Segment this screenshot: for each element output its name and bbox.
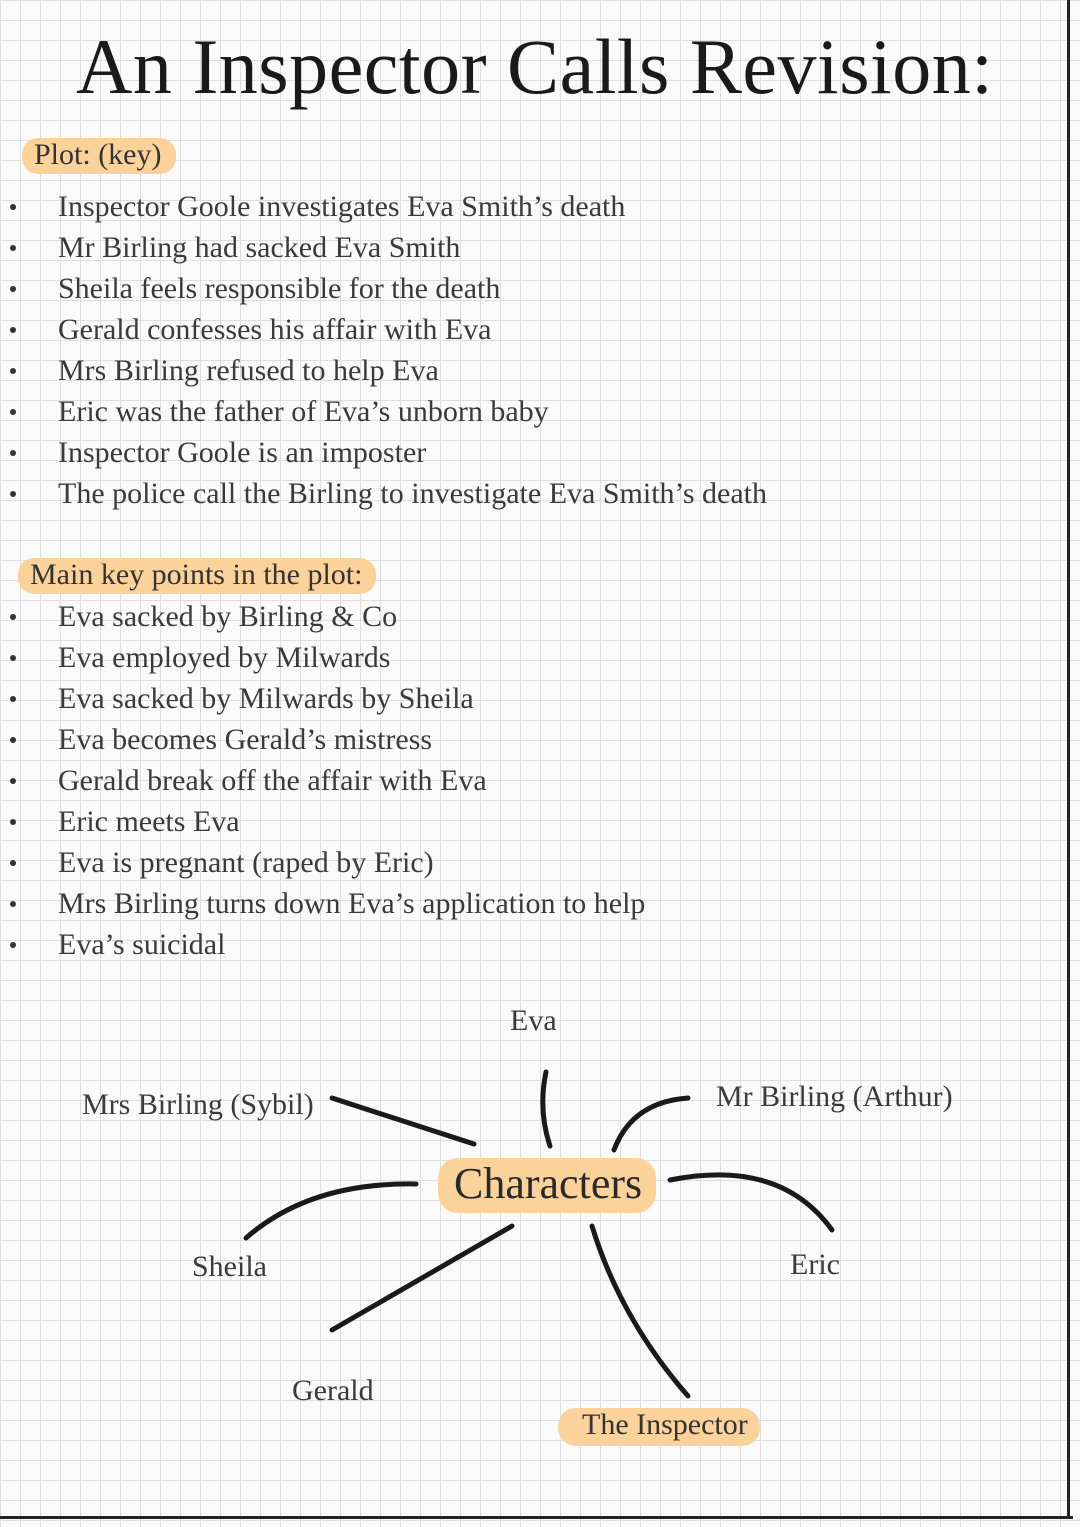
character-mrs-birling: Mrs Birling (Sybil) — [82, 1088, 314, 1121]
bullet-icon — [10, 778, 16, 784]
character-eric: Eric — [790, 1248, 840, 1281]
list-item-text: Eric meets Eva — [58, 805, 240, 838]
bullet-icon — [10, 450, 16, 456]
mindmap-center: Characters — [438, 1158, 656, 1213]
character-gerald: Gerald — [292, 1374, 374, 1407]
list-item-text: Eva employed by Milwards — [58, 641, 391, 674]
bullet-icon — [10, 901, 16, 907]
bullet-icon — [10, 327, 16, 333]
list-item-text: Inspector Goole investigates Eva Smith’s death — [58, 190, 626, 223]
bullet-icon — [10, 409, 16, 415]
list-item-text: Eva sacked by Birling & Co — [58, 600, 398, 633]
connector-mrs-birling — [332, 1098, 474, 1144]
connector-inspector — [592, 1226, 688, 1396]
bullet-icon — [10, 491, 16, 497]
list-item-text: Eric was the father of Eva’s unborn baby — [58, 395, 549, 428]
main-points-heading: Main key points in the plot: — [18, 558, 376, 594]
list-item-text: Mrs Birling refused to help Eva — [58, 354, 439, 387]
bullet-icon — [10, 204, 16, 210]
bullet-icon — [10, 696, 16, 702]
bullet-icon — [10, 614, 16, 620]
page-title: An Inspector Calls Revision: — [76, 23, 994, 110]
connector-gerald — [332, 1226, 512, 1330]
list-item-text: Inspector Goole is an imposter — [58, 436, 427, 469]
list-item-text: Gerald confesses his affair with Eva — [58, 313, 492, 346]
connector-sheila — [246, 1184, 416, 1238]
bullet-icon — [10, 286, 16, 292]
bullet-icon — [10, 655, 16, 661]
page-border-bottom — [0, 1516, 1073, 1519]
character-mr-birling: Mr Birling (Arthur) — [716, 1080, 953, 1113]
list-item-text: Mrs Birling turns down Eva’s application to help — [58, 887, 646, 920]
bullet-icon — [10, 245, 16, 251]
list-item-text: Mr Birling had sacked Eva Smith — [58, 231, 461, 264]
connector-mr-birling — [614, 1098, 688, 1150]
bullet-icon — [10, 737, 16, 743]
list-item-text: Eva is pregnant (raped by Eric) — [58, 846, 434, 879]
bullet-icon — [10, 819, 16, 825]
character-sheila: Sheila — [192, 1250, 267, 1283]
list-item-text: Eva sacked by Milwards by Sheila — [58, 682, 474, 715]
character-inspector: The Inspector — [558, 1408, 760, 1446]
connector-eva — [543, 1072, 550, 1146]
connector-eric — [670, 1175, 832, 1230]
bullet-icon — [10, 368, 16, 374]
list-item-text: Sheila feels responsible for the death — [58, 272, 501, 305]
bullet-icon — [10, 942, 16, 948]
character-eva: Eva — [510, 1004, 557, 1037]
list-item-text: The police call the Birling to investigate Eva Smith’s death — [58, 477, 767, 510]
plot-heading: Plot: (key) — [22, 138, 176, 174]
list-item-text: Gerald break off the affair with Eva — [58, 764, 487, 797]
bullet-icon — [10, 860, 16, 866]
list-item-text: Eva’s suicidal — [58, 928, 226, 961]
page-border-right — [1067, 0, 1070, 1516]
list-item-text: Eva becomes Gerald’s mistress — [58, 723, 433, 756]
